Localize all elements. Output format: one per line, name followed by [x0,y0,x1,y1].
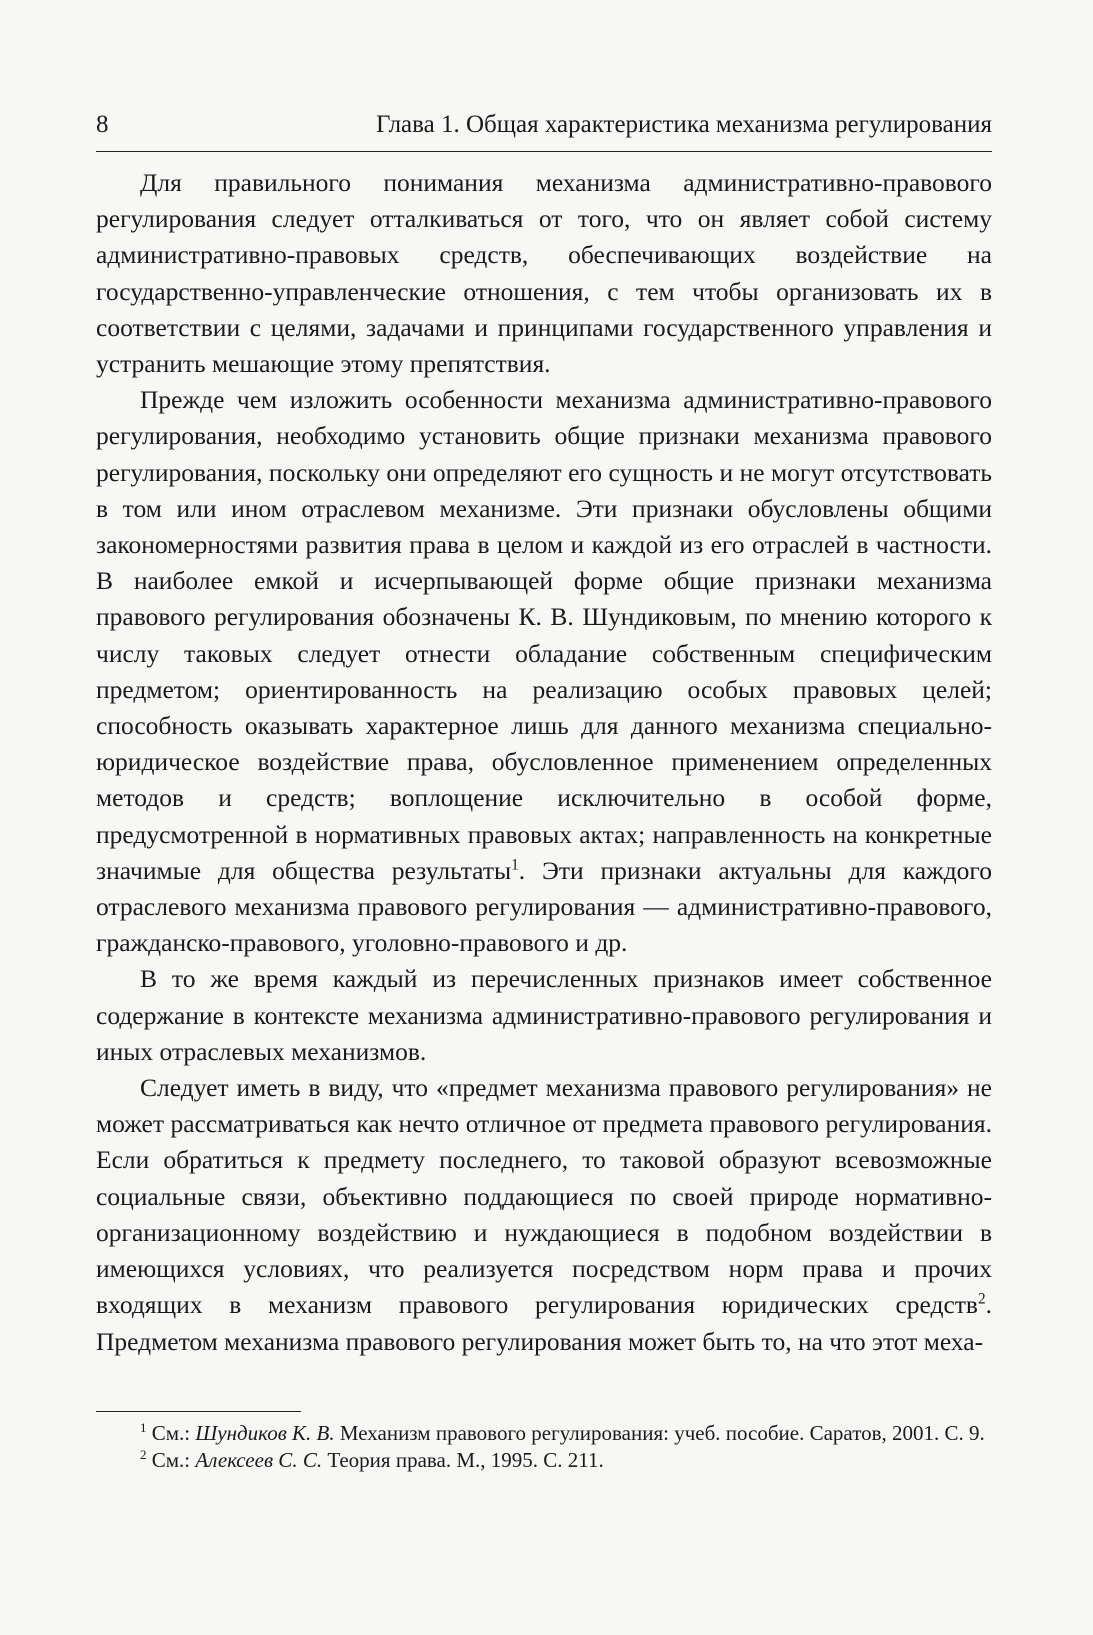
footnote-ref-1: 1 [511,856,519,874]
footnote-2-author: Алексеев С. С. [195,1448,323,1472]
footnotes [96,1420,992,1474]
header-rule [96,151,992,152]
footnote-1-number: 1 [140,1420,147,1435]
footnote-2-text: Теория права. М., 1995. С. 211. [322,1448,604,1472]
footnote-2-prefix: См.: [146,1448,196,1472]
page-number: 8 [96,111,109,138]
body-text [96,165,992,1360]
paragraph-3: В то же время каждый из перечисленных признаков имеет собственное содержание в контексте механизма административно-правового регулирования и иных отраслевых механизмов. [96,964,992,1066]
footnote-2 [96,1447,992,1474]
paragraph-2 [96,382,992,961]
footnote-1-prefix: См.: [146,1421,196,1445]
paragraph-1: Для правильного понимания механизма административно-правового регулирования следует отталкиваться от того, что он являет собой систему административно-правовых средств, обеспечивающих воздействие на государственно-управленческие отношения, с тем чтобы организовать их в соответствии с целями, задачами и принципами государственного управления и устранить мешающие этому препятствия. [96,168,992,379]
footnote-1 [96,1420,992,1447]
paragraph-2-text-a: Прежде чем изложить особенности механизма административно-правового регулирования, необходимо установить общие признаки механизма правового регулирования, поскольку они определяют его сущность и не могут отсутствовать в том или ином отраслевом механизме. Эти признаки обусловлены общими закономерностями развития права в целом и каждой из его отраслей в частности. В наиболее емкой и исчерпывающей форме общие признаки механизма правового регулирования обозначены К. В. Шундиковым, по мнению которого к числу таковых следует отнести обладание собственным специфическим предметом; ориентированность на реализацию особых правовых целей; способность оказывать характерное лишь для данного механизма специально-юридическое воздействие права, обусловленное применением определенных методов и средств; воплощение исключительно в особой форме, предусмотренной в нормативных правовых актах; направленность на конкретные значимые для общества результаты [96,385,992,885]
paragraph-2-text-b: . Эти признаки актуальны для каждого отраслевого механизма правового регулирования — административно-правового, гражданско-правового, уголовно-правового и др. [96,855,992,958]
footnote-2-number: 2 [140,1447,147,1462]
running-head [96,110,992,140]
footnote-rule [96,1411,301,1412]
footnote-ref-2: 2 [977,1290,986,1308]
paragraph-4-text-a: Следует иметь в виду, что «предмет механизма правового регулирования» не может рассматриваться как нечто отличное от предмета правового регулирования. Если обратиться к предмету последнего, то таковой образуют всевозможные социальные связи, объективно поддающиеся по своей природе нормативно-организационному воздействию и нуждающиеся в подобном воздействии в имеющихся условиях, что реализуется посредством норм права и прочих входящих в механизм правового регулирования юридических средств [96,1073,992,1320]
paragraph-4-text-b: . Предметом механизма правового регулирования может быть то, на что этот меха- [96,1290,992,1356]
footnote-1-text: Механизм правового регулирования: учеб. пособие. Саратов, 2001. С. 9. [334,1421,985,1445]
footnote-1-author: Шундиков К. В. [195,1421,335,1445]
paragraph-4 [96,1070,992,1360]
running-title: Глава 1. Общая характеристика механизма регулирования [376,111,992,138]
